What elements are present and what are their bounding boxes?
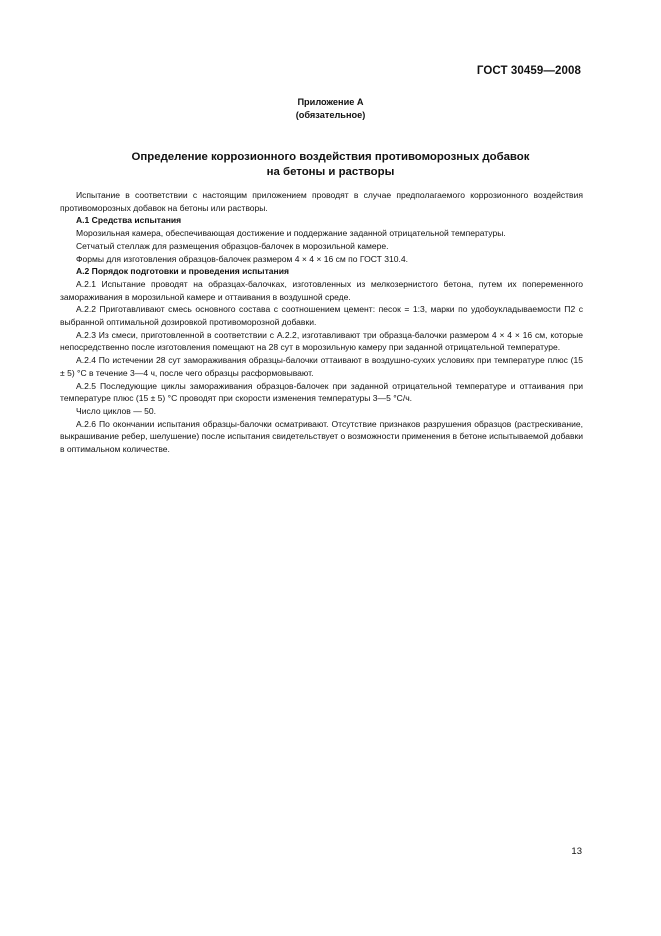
clause-a2-5: А.2.5 Последующие циклы замораживания образцов-балочек при заданной отрицательной температуре и оттаивания при температуре плюс (15 ± 5) °С проводят при скорости изменения температуры 3—5 °С/ч. [60, 380, 583, 404]
page-number: 13 [571, 846, 582, 857]
subsection-heading-a2: А.2 Порядок подготовки и проведения испытания [76, 266, 289, 277]
appendix-label: Приложение А [297, 97, 364, 107]
document-number: ГОСТ 30459—2008 [476, 65, 581, 77]
section-title-line-1: Определение коррозионного воздействия противоморозных добавок [131, 151, 530, 163]
clause-a2-3: А.2.3 Из смеси, приготовленной в соответствии с А.2.2, изготавливают три образца-балочки размером 4 × 4 × 16 см, которые непосредственно после изготовления помещают на 28 сут в морозильную камеру при заданной отрицательной температуре. [60, 329, 583, 353]
clause-a2-1: А.2.1 Испытание проводят на образцах-балочках, изготовленных из мелкозернистого бетона, путем их попеременного замораживания в морозильной камере и оттаивания в воздушной среде. [60, 278, 583, 302]
appendix-heading [0, 96, 661, 121]
appendix-status: (обязательное) [295, 109, 366, 120]
document-body [60, 189, 583, 456]
clause-a2-6: А.2.6 По окончании испытания образцы-балочки осматривают. Отсутствие признаков разрушения образцов (растрескивание, выкрашивание ребер, шелушение) после испытания свидетельствует о возможности применения в бетоне испытываемой добавки в оптимальном количестве. [60, 418, 583, 455]
paragraph: Сетчатый стеллаж для размещения образцов-балочек в морозильной камере. [76, 240, 389, 251]
cycle-count: Число циклов — 50. [76, 405, 157, 416]
clause-a2-2: А.2.2 Приготавливают смесь основного состава с соотношением цемент: песок = 1:3, марки по удобоукладываемости П2 с выбранной оптимальной дозировкой противоморозной добавки. [60, 304, 583, 328]
clause-a2-4: А.2.4 По истечении 28 сут замораживания образцы-балочки оттаивают в воздушно-сухих условиях при температуре плюс (15 ± 5) °С в течение 3—4 ч, после чего образцы расформовывают. [60, 355, 583, 378]
subsection-heading-a1: А.1 Средства испытания [76, 215, 182, 226]
paragraph: Морозильная камера, обеспечивающая достижение и поддержание заданной отрицательной температуры. [76, 228, 506, 239]
intro-paragraph: Испытание в соответствии с настоящим приложением проводят в случае предполагаемого коррозионного воздействия противоморозных добавок на бетоны или растворы. [60, 190, 583, 213]
section-title [60, 150, 601, 179]
paragraph: Формы для изготовления образцов-балочек размером 4 × 4 × 16 см по ГОСТ 310.4. [76, 253, 408, 264]
section-title-line-2: на бетоны и растворы [266, 165, 395, 178]
